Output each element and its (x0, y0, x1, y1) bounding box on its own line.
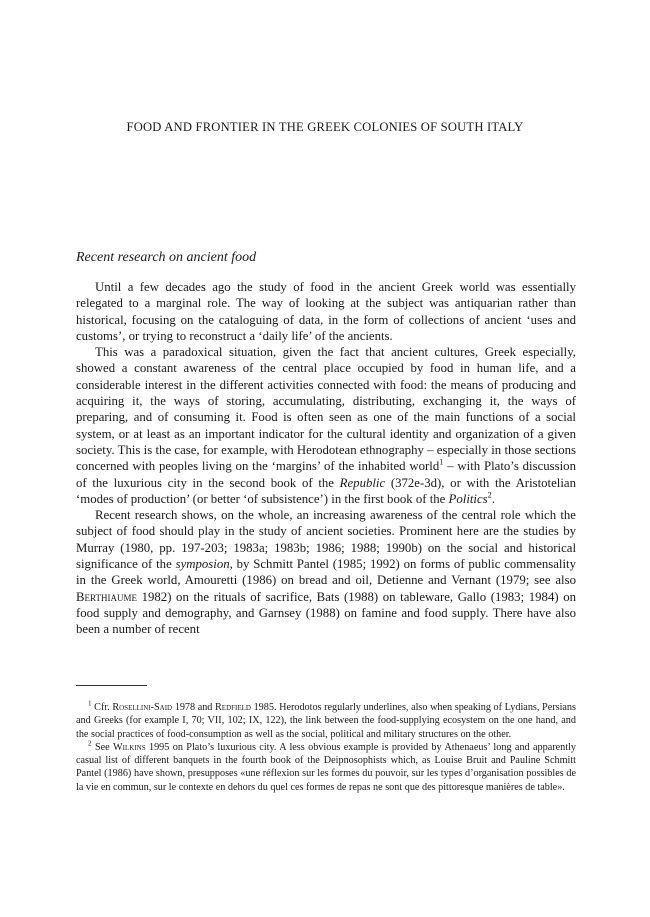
footnotes (76, 701, 576, 794)
paragraph-3-text-cont2: 1982) on the rituals of sacrifice, Bats (1988) on tableware, Gallo (1983; 1984) on food supply and demography, and Garnsey (1988) on famine and food supply. There have also been a number of recent (76, 589, 576, 637)
body-text (76, 279, 576, 638)
paragraph-3-text: Recent research shows, on the whole, an increasing awareness of the central role which the subject of food should play in the study of ancient societies. Prominent here are the studies by Murray (1980, pp. 197-203; 1983a; 1983b; 1986; 1988; 1990b) on the social and historical significance of the (76, 508, 576, 572)
footnote-2-text-cont: 1995 on Plato’s luxurious city. A less obvious example is provided by Athenaeus’ long and apparently casual list of different banquets in the fourth book of the Deipnosophists which, as Louise Bruit and Pauline Schmitt Pantel (1986) have shown, presupposes «une réflexion sur les formes du pouvoir, sur les types d’organisation possibles de la vie en commun, sur le contexte en dehors du quel ces formes de repas ne sont que des pittoresque manières de table». (76, 741, 577, 793)
footnote-rule (76, 685, 147, 686)
footnote-2 (76, 741, 576, 794)
footnote-1-text-cont2: 1985. Herodotos regularly underlines, also when speaking of Lydians, Persians and Greeks (for example I, 70; VII, 102; IX, 122), the link between the food-supplying ecosystem on the one hand, and the social practices of food-consumption as well as the social, political and military structures on the other. (76, 702, 576, 740)
section-heading: Recent research on ancient food (76, 250, 257, 265)
footnote-ref-1: 1 (439, 458, 444, 467)
author-wilkins: Wilkins (113, 741, 146, 753)
author-rosellini-said: Rosellini-Said (112, 702, 173, 713)
author-redfield: Redfield (215, 702, 251, 713)
footnote-1-number: 1 (88, 699, 92, 708)
paragraph-3-text-cont: , by Schmitt Pantel (1985; 1992) on forms of public commensality in the Greek world, Amouretti (1986) on bread and oil, Detienne and Vernant (1979; see also (76, 557, 576, 588)
title-republic: Republic (339, 475, 386, 490)
running-head: FOOD AND FRONTIER IN THE GREEK COLONIES OF SOUTH ITALY (126, 120, 524, 134)
author-berthiaume: Berthiaume (76, 589, 137, 604)
paragraph-3 (76, 507, 576, 637)
paragraph-2-text: This was a paradoxical situation, given the fact that ancient cultures, Greek especially, showed a constant awareness of the central place occupied by food in human life, and a considerable interest in the different activities connected with food: the means of producing and acquiring it, the ways of storing, accumulating, distributing, exchanging it, the ways of preparing, and of consuming it. Food is often seen as one of the main functions of a social system, or at least as an important indicator for the cultural identity and organization of a given society. This is the case, for example, with Herodotean ethnography – especially in those sections concerned with peoples living on the ‘margins’ of the inhabited world (76, 345, 576, 474)
term-symposion: symposion (175, 557, 230, 572)
title-politics: Politics (448, 491, 488, 506)
footnote-1-text-cont: 1978 and (172, 702, 215, 713)
paragraph-2-text-cont2: (372e-3d), or with the Aristotelian ‘modes of production’ (or better ‘of subsistence’) in the first book of the (76, 475, 576, 506)
paragraph-2-end: . (491, 491, 496, 506)
footnote-2-number: 2 (88, 739, 92, 748)
footnote-1-text: Cfr. (91, 702, 113, 713)
footnote-1 (76, 701, 576, 741)
paragraph-1: Until a few decades ago the study of food in the ancient Greek world was essentially relegated to a marginal role. The way of looking at the subject was antiquarian rather than historical, focusing on the cataloguing of data, in the form of collections of ancient ‘uses and customs’, or trying to reconstruct a ‘daily life’ of the ancients. (76, 280, 576, 343)
paragraph-2-text-cont: – with Plato’s discussion of the luxurious city in the second book of the (76, 459, 576, 490)
footnote-2-text: See (91, 741, 114, 753)
paragraph-2 (76, 344, 576, 507)
footnote-ref-2: 2 (487, 490, 492, 500)
